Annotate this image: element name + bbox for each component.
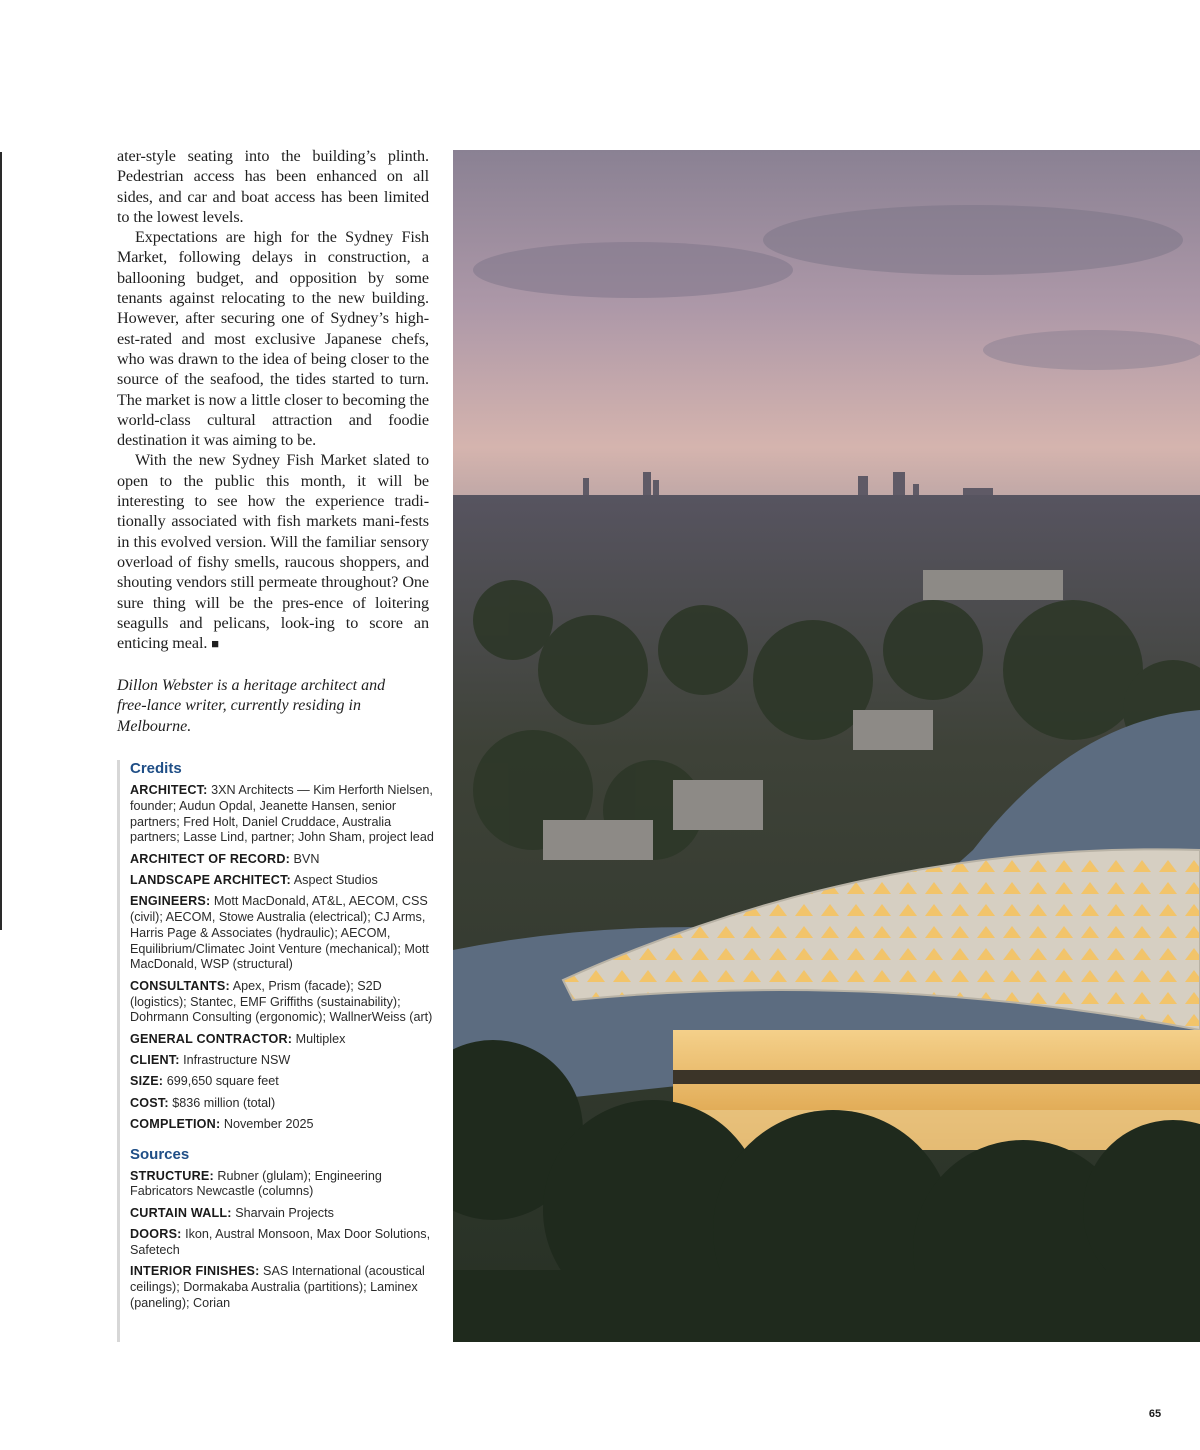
page-edge-rule (0, 152, 2, 930)
sources-entry (130, 1227, 435, 1259)
sources-entry-label: INTERIOR FINISHES: (130, 1264, 260, 1279)
credits-entry (130, 894, 435, 973)
sources-entry-label: CURTAIN WALL: (130, 1205, 232, 1220)
credits-entry-label: LANDSCAPE ARCHITECT: (130, 872, 291, 887)
sources-entry-value: Ikon, Austral Monsoon, Max Door Solutions, Safetech (130, 1227, 431, 1257)
sources-entry (130, 1169, 435, 1201)
credits-entry-label: CLIENT: (130, 1052, 180, 1067)
credits-entry-label: ARCHITECT OF RECORD: (130, 851, 291, 866)
credits-entry (130, 1117, 435, 1133)
credits-entry (130, 1096, 435, 1112)
credits-entry-value: Mott MacDonald, AT&L, AECOM, CSS (civil); AECOM, Stowe Australia (electrical); CJ Arms, Harris Page & Associates (hydraulic); AECOM, Equilibrium/Climatec Joint Venture (mechanical); Mott MacDonald, WSP (structural) (130, 894, 429, 972)
credits-entry-value: Apex, Prism (facade); S2D (logistics); Stantec, EMF Griffiths (sustainability); Dohrmann Consulting (ergonomic); WallnerWeiss (art) (130, 978, 433, 1025)
credits-entry (130, 1074, 435, 1090)
article-paragraph: Expectations are high for the Sydney Fish Market, following delays in construction, a ballooning budget, and opposition by some tenants against relocating to the new building. However, after securing one of Sydney’s high-est-rated and most exclusive Japanese chefs, who was drawn to the idea of being closer to the source of the seafood, the tides started to turn. The market is now a little closer to becoming the world-class cultural attraction and foodie destination it was aiming to be. (117, 228, 430, 450)
credits-entry (130, 783, 435, 846)
sources-entry (130, 1264, 435, 1311)
credits-entry-value: $836 million (total) (172, 1095, 276, 1110)
page-number: 65 (1148, 1408, 1162, 1420)
credits-entry (130, 1053, 435, 1069)
sources-entry-label: STRUCTURE: (130, 1168, 214, 1183)
credits-list (130, 783, 435, 1133)
aerial-photo (453, 150, 1200, 1342)
article-paragraph: ater-style seating into the building’s plinth. Pedestrian access has been enhanced on all sides, and car and boat access has been limited to the lowest levels. (117, 147, 429, 226)
article-paragraph (117, 450, 429, 654)
sources-entry-label: DOORS: (130, 1227, 182, 1242)
credits-entry-value: 3XN Architects — Kim Herforth Nielsen, founder; Audun Opdal, Jeanette Hansen, senior partners; Fred Holt, Daniel Cruddace, Australia partners; Lasse Lind, partner; John Sham, project lead (130, 783, 434, 845)
sources-entry (130, 1206, 435, 1222)
sources-heading: Sources (130, 1145, 190, 1163)
sources-entry-value: Sharvain Projects (235, 1205, 334, 1220)
sources-entry-value: SAS International (acoustical ceilings); Dormakaba Australia (partitions); Laminex (paneling); Corian (130, 1264, 425, 1310)
credits-entry-value: Multiplex (295, 1031, 346, 1046)
credits-entry-value: BVN (293, 851, 320, 866)
credits-entry-label: ENGINEERS: (130, 894, 211, 909)
author-byline: Dillon Webster is a heritage architect and free-lance writer, currently residing in Melbourne. (117, 677, 386, 735)
credits-entry (130, 873, 435, 889)
credits-entry-label: GENERAL CONTRACTOR: (130, 1031, 293, 1046)
credits-entry (130, 979, 435, 1026)
credits-entry-label: CONSULTANTS: (130, 978, 230, 993)
credits-entry-label: COMPLETION: (130, 1116, 221, 1131)
credits-entry (130, 1032, 435, 1048)
credits-entry-value: November 2025 (223, 1116, 314, 1131)
aerial-photo-sydney-fish-market-icon (453, 150, 1200, 1342)
credits-entry-value: Aspect Studios (293, 872, 378, 887)
sources-entry-value: Rubner (glulam); Engineering Fabricators Newcastle (columns) (130, 1168, 382, 1199)
article-body (117, 146, 429, 654)
article-paragraph-text: With the new Sydney Fish Market slated to open to the public this month, it will be interesting to see how the experience tradi-tionally associated with fish markets mani-fests in this evolved version. Will the familiar sensory overload of fishy smells, raucous shoppers, and shouting vendors still permeate throughout? One sure thing will be the pres-ence of loitering seagulls and pelicans, look-ing to score an enticing meal. (117, 451, 429, 653)
credits-sidebar (117, 760, 435, 1342)
credits-entry-label: SIZE: (130, 1074, 164, 1089)
credits-entry-value: Infrastructure NSW (183, 1052, 291, 1067)
sources-list (130, 1169, 435, 1312)
credits-entry (130, 852, 435, 868)
credits-entry-label: COST: (130, 1095, 169, 1110)
credits-heading: Credits (130, 760, 182, 777)
end-mark-icon: ■ (211, 636, 220, 652)
credits-entry-value: 699,650 square feet (166, 1074, 279, 1089)
credits-entry-label: ARCHITECT: (130, 783, 208, 797)
sky-area (453, 150, 1200, 500)
